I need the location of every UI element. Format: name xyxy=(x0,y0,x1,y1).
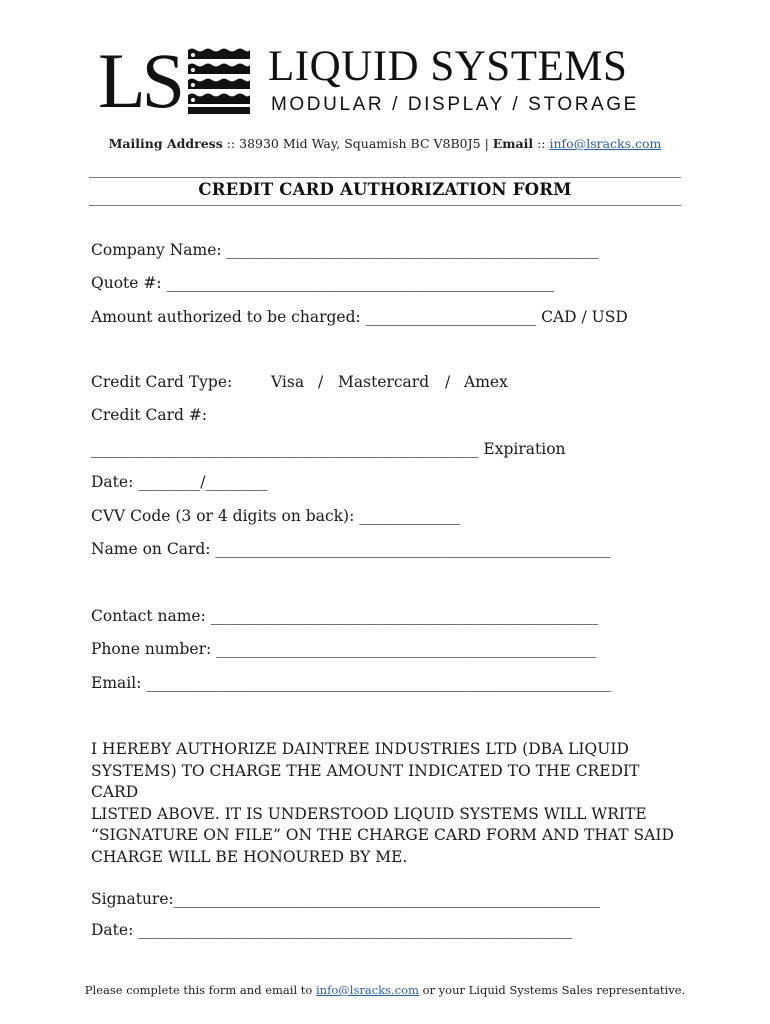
logo-company-name: LIQUID SYSTEMS xyxy=(268,43,628,90)
contact-name-field[interactable]: Contact name: __________________________________________________ xyxy=(91,607,599,625)
card-type-label: Credit Card Type: xyxy=(91,373,233,391)
amount-field[interactable]: Amount authorized to be charged: ______________________ CAD / USD xyxy=(91,308,628,326)
title-top-rule xyxy=(89,177,681,178)
company-name-field[interactable]: Company Name: ________________________________________________ xyxy=(91,241,599,259)
logo-rack-icon xyxy=(188,48,250,114)
cvv-field[interactable]: CVV Code (3 or 4 digits on back): _____________ xyxy=(91,507,460,525)
mailing-address: 38930 Mid Way, Squamish BC V8B0J5 | xyxy=(239,136,493,151)
name-on-card-field[interactable]: Name on Card: ___________________________________________________ xyxy=(91,540,611,558)
form-title: CREDIT CARD AUTHORIZATION FORM xyxy=(198,180,572,199)
header-email-link[interactable]: info@lsracks.com xyxy=(549,136,662,151)
card-type-separator: / xyxy=(445,373,451,391)
mailing-label: Mailing Address xyxy=(108,136,223,151)
signature-date-field[interactable]: Date: ________________________________________________________ xyxy=(91,921,573,939)
title-bottom-rule xyxy=(89,205,681,206)
card-type-visa[interactable]: Visa xyxy=(271,373,305,391)
mailing-separator: :: xyxy=(222,136,240,151)
authorization-statement: I HEREBY AUTHORIZE DAINTREE INDUSTRIES LTD (DBA LIQUID SYSTEMS) TO CHARGE THE AMOUNT INDICATED TO THE CREDIT CARD LISTED ABOVE. IT IS UNDERSTOOD LIQUID SYSTEMS WILL WRITE “SIGNATURE ON FILE” ON THE CHARGE CARD FORM AND THAT SAID CHARGE WILL BE HONOURED BY ME. xyxy=(91,740,674,866)
email-field[interactable]: Email: ____________________________________________________________ xyxy=(91,674,612,692)
card-number-label: Credit Card #: xyxy=(91,406,208,424)
logo-tagline: MODULAR / DISPLAY / STORAGE xyxy=(271,94,639,115)
mailing-address-line xyxy=(0,136,770,151)
email-separator: :: xyxy=(533,136,550,151)
footer-email-link[interactable]: info@lsracks.com xyxy=(316,983,419,997)
card-type-amex[interactable]: Amex xyxy=(464,373,508,391)
email-label: Email xyxy=(492,136,534,151)
company-logo xyxy=(98,37,678,124)
phone-number-field[interactable]: Phone number: _________________________________________________ xyxy=(91,640,596,658)
card-type-mastercard[interactable]: Mastercard xyxy=(338,373,430,391)
footer-text-before: Please complete this form and email to xyxy=(84,983,316,997)
card-type-separator: / xyxy=(318,373,324,391)
footer-text-after: or your Liquid Systems Sales representative. xyxy=(418,983,686,997)
expiration-date-field[interactable]: Date: ________/________ xyxy=(91,473,268,491)
card-number-field[interactable]: __________________________________________________ Expiration xyxy=(91,440,566,458)
footer-note xyxy=(0,983,770,997)
logo-monogram: LS xyxy=(98,37,182,124)
quote-number-field[interactable]: Quote #: __________________________________________________ xyxy=(91,274,554,292)
signature-field[interactable]: Signature:_______________________________________________________ xyxy=(91,890,600,908)
